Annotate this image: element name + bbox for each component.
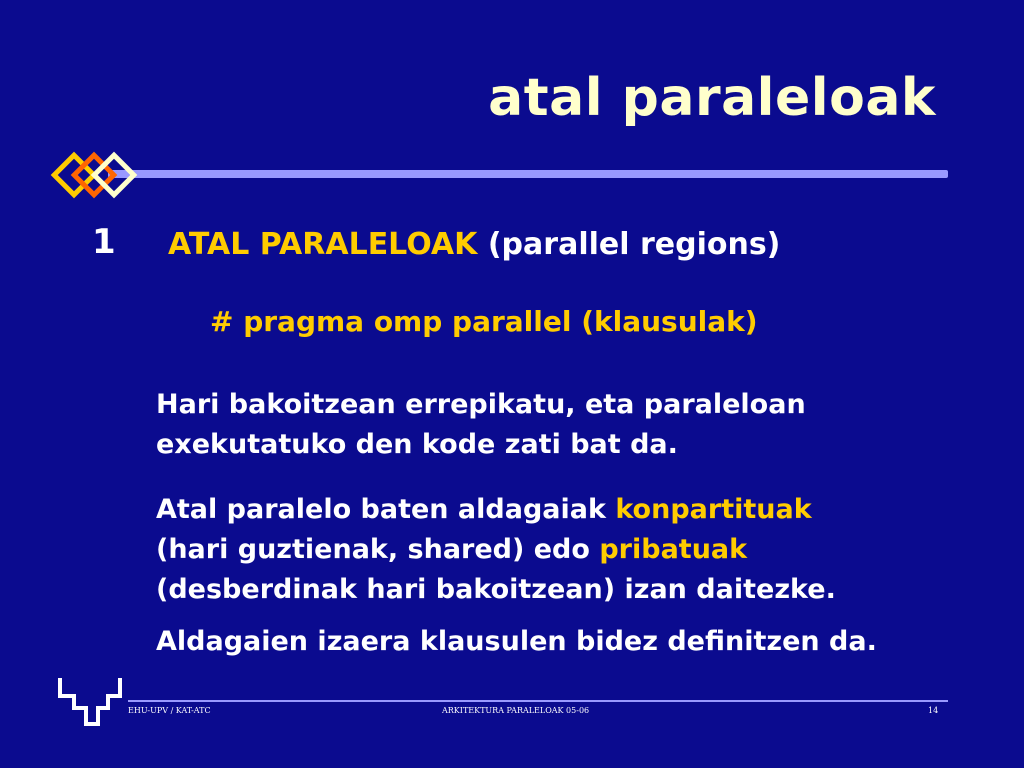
section-heading-paren: (parallel regions): [487, 227, 781, 262]
title-divider: [108, 170, 948, 178]
page-number: 14: [928, 706, 939, 715]
footer-course: ARKITEKTURA PARALELOAK 05-06: [442, 706, 590, 715]
paragraph-line: Hari bakoitzean errepikatu, eta paraleloan: [156, 389, 806, 420]
interlocked-diamonds-icon: [50, 146, 146, 206]
paragraph-line: [156, 530, 976, 570]
slide-title: atal paraleloak: [488, 68, 936, 128]
paragraph-line: exekutatuko den kode zati bat da.: [156, 429, 678, 460]
text-run: (hari guztienak, shared) edo: [156, 534, 600, 565]
paragraph-definition: [156, 385, 976, 465]
footer-institution: EHU-UPV / KAT-ATC: [128, 706, 211, 715]
paragraph-line: (desberdinak hari bakoitzean) izan daitezke.: [156, 574, 836, 605]
pragma-directive: # pragma omp parallel (klausulak): [210, 305, 758, 338]
section-number: 1: [92, 222, 116, 262]
paragraph-clauses: Aldagaien izaera klausulen bidez definitzen da.: [156, 626, 877, 657]
highlight-shared: konpartituak: [615, 494, 812, 525]
footer-divider: [128, 700, 948, 702]
text-run: Atal paralelo baten aldagaiak: [156, 494, 616, 525]
paragraph-variables: [156, 490, 976, 610]
paragraph-line: [156, 490, 976, 530]
highlight-private: pribatuak: [599, 534, 748, 565]
university-logo-icon: [56, 674, 128, 728]
section-heading: [168, 227, 780, 262]
section-heading-main: ATAL PARALELOAK: [168, 227, 478, 262]
